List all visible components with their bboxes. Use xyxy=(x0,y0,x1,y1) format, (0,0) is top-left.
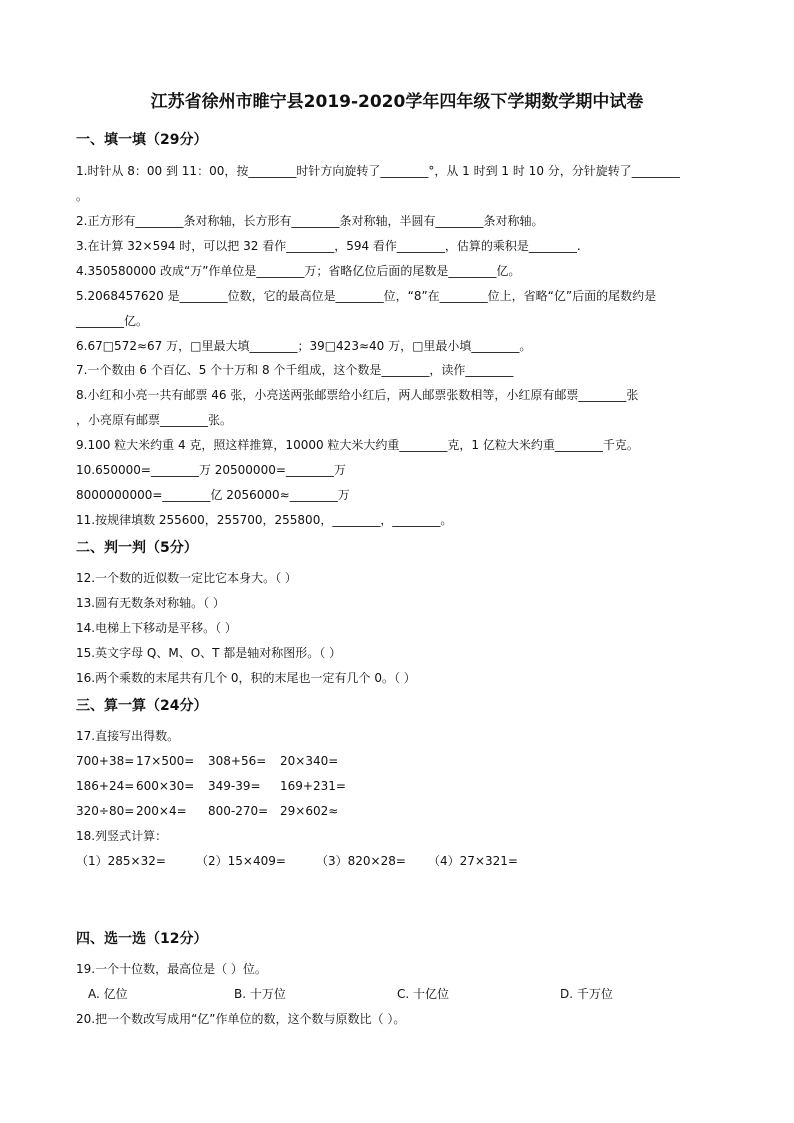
question-line: 6.67□572≈67 万，□里最大填________；39□423≈40 万，□里最小填________。 xyxy=(76,339,532,353)
vertical-calc-row xyxy=(76,853,518,869)
page-title: 江苏省徐州市睢宁县2019-2020学年四年级下学期数学期中试卷 xyxy=(150,92,644,112)
calc-row xyxy=(76,778,346,794)
question-line: 19.一个十位数，最高位是（ ）位。 xyxy=(76,962,267,976)
question-line: 17.直接写出得数。 xyxy=(76,729,180,743)
calc-item: 29×602≈ xyxy=(280,804,339,818)
question-line: 10.650000=________万 20500000=________万 xyxy=(76,463,346,477)
question-line: 3.在计算 32×594 时，可以把 32 看作________，594 看作________，估算的乘积是________. xyxy=(76,239,581,253)
calc-item: 169+231= xyxy=(280,779,346,793)
question-line: 15.英文字母 Q、M、O、T 都是轴对称图形。（ ） xyxy=(76,646,342,660)
question-line: 20.把一个数改写成用“亿”作单位的数，这个数与原数比（ ）。 xyxy=(76,1012,406,1026)
question-line: 8000000000=________亿 2056000≈________万 xyxy=(76,488,350,502)
calc-item: 308+56= xyxy=(208,754,267,768)
calc-item: 349-39= xyxy=(208,779,261,793)
calc-item: 186+24= xyxy=(76,779,135,793)
question-line: ，小亮原有邮票________张。 xyxy=(76,413,233,427)
question-line: 2.正方形有________条对称轴，长方形有________条对称轴，半圆有________条对称轴。 xyxy=(76,214,544,228)
calc-row xyxy=(76,753,338,769)
option-c: C. 十亿位 xyxy=(397,987,450,1001)
section-heading-calc: 三、算一算（24分） xyxy=(76,698,208,714)
section-heading-judge: 二、判一判（5分） xyxy=(76,540,198,556)
question-line: 11.按规律填数 255600，255700，255800，________，________。 xyxy=(76,513,453,527)
vertical-calc-item: （4）27×321= xyxy=(428,854,518,868)
section-heading-fill: 一、填一填（29分） xyxy=(76,132,208,148)
question-line: 9.100 粒大米约重 4 克，照这样推算，10000 粒大米大约重________克，1 亿粒大米约重________千克。 xyxy=(76,438,639,452)
vertical-calc-item: （1）285×32= xyxy=(76,854,166,868)
question-line: 8.小红和小亮一共有邮票 46 张，小亮送两张邮票给小红后，两人邮票张数相等，小红原有邮票________张 xyxy=(76,388,639,402)
option-d: D. 千万位 xyxy=(560,987,613,1001)
calc-row xyxy=(76,803,338,819)
calc-item: 800-270= xyxy=(208,804,269,818)
calc-item: 320÷80= xyxy=(76,804,135,818)
question-line: 1.时针从 8：00 到 11：00，按________时针方向旋转了________°，从 1 时到 1 时 10 分，分针旋转了________ xyxy=(76,164,680,178)
calc-item: 700+38= xyxy=(76,754,135,768)
vertical-calc-item: （3）820×28= xyxy=(316,854,406,868)
question-line: 18.列竖式计算： xyxy=(76,829,168,843)
question-line: 4.350580000 改成“万”作单位是________万；省略亿位后面的尾数是________亿。 xyxy=(76,264,521,278)
calc-item: 600×30= xyxy=(136,779,195,793)
calc-item: 200×4= xyxy=(136,804,187,818)
calc-item: 17×500= xyxy=(136,754,195,768)
vertical-calc-item: （2）15×409= xyxy=(196,854,286,868)
option-b: B. 十万位 xyxy=(234,987,286,1001)
calc-item: 20×340= xyxy=(280,754,339,768)
question-line: 5.2068457620 是________位数，它的最高位是________位，“8”在________位上，省略“亿”后面的尾数约是 xyxy=(76,289,657,303)
section-heading-choose: 四、选一选（12分） xyxy=(76,931,208,947)
question-line: 12.一个数的近似数一定比它本身大。（ ） xyxy=(76,571,297,585)
question-line: 7.一个数由 6 个百亿、5 个十万和 8 个千组成，这个数是________，读作________ xyxy=(76,363,514,377)
question-line: 13.圆有无数条对称轴。（ ） xyxy=(76,596,225,610)
question-line: 14.电梯上下移动是平移。（ ） xyxy=(76,621,237,635)
question-line: ________亿。 xyxy=(76,314,149,328)
question-line: 。 xyxy=(76,189,89,203)
option-a: A. 亿位 xyxy=(88,987,128,1001)
question-line: 16.两个乘数的末尾共有几个 0，积的末尾也一定有几个 0。（ ） xyxy=(76,671,416,685)
